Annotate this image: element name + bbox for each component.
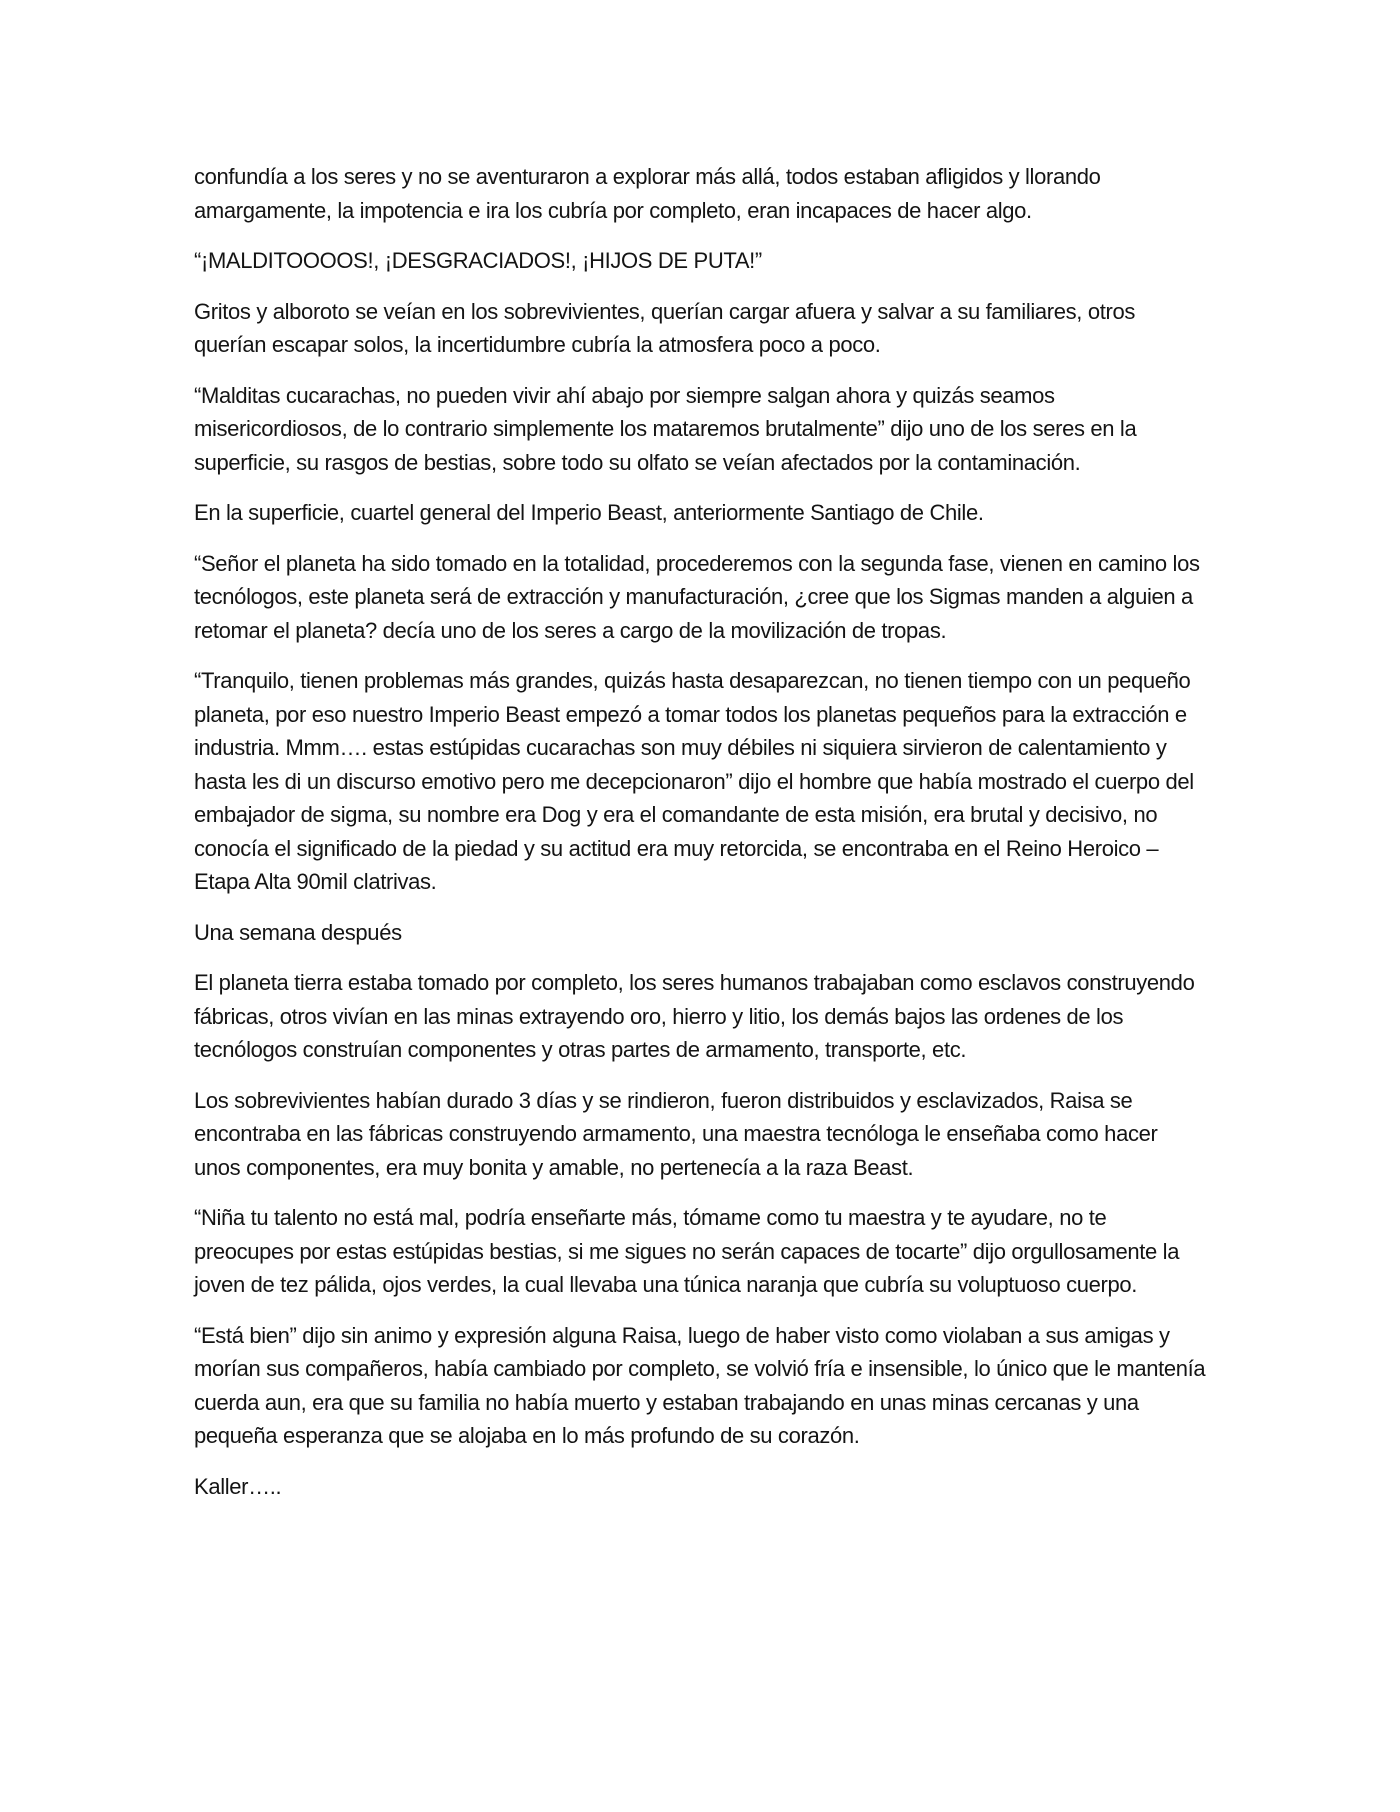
- paragraph-6: “Señor el planeta ha sido tomado en la totalidad, procederemos con la segunda fase, vienen en camino los tecnólogos, este planeta será de extracción y manufacturación, ¿cree que los Sigmas manden a alguien a retomar el planeta? decía uno de los seres a cargo de la movilización de tropas.: [194, 550, 1200, 643]
- paragraph-1: confundía a los seres y no se aventuraron a explorar más allá, todos estaban afligidos y llorando amargamente, la impotencia e ira los cubría por completo, eran incapaces de hacer algo.: [194, 164, 1101, 223]
- paragraph-2: “¡MALDITOOOOS!, ¡DESGRACIADOS!, ¡HIJOS DE PUTA!”: [194, 248, 762, 273]
- paragraph-13: Kaller…..: [194, 1473, 282, 1499]
- paragraph-5: En la superficie, cuartel general del Imperio Beast, anteriormente Santiago de Chile.: [194, 500, 984, 525]
- paragraph-4: “Malditas cucarachas, no pueden vivir ahí abajo por siempre salgan ahora y quizás seamos misericordiosos, de lo contrario simplemente los mataremos brutalmente” dijo uno de los seres en la superficie, su rasgos de bestias, sobre todo su olfato se veían afectados por la contaminación.: [194, 382, 1137, 475]
- paragraph-3: Gritos y alboroto se veían en los sobrevivientes, querían cargar afuera y salvar a su familiares, otros querían escapar solos, la incertidumbre cubría la atmosfera poco a poco.: [194, 298, 1135, 357]
- document-body: [194, 160, 1206, 1520]
- paragraph-7: “Tranquilo, tienen problemas más grandes, quizás hasta desaparezcan, no tienen tiempo con un pequeño planeta, por eso nuestro Imperio Beast empezó a tomar todos los planetas pequeños para la extracción e industria. Mmm…. estas estúpidas cucarachas son muy débiles ni siquiera sirvieron de calentamiento y hasta les di un discurso emotivo pero me decepcionaron” dijo el hombre que había mostrado el cuerpo del embajador de sigma, su nombre era Dog y era el comandante de esta misión, era brutal y decisivo, no conocía el significado de la piedad y su actitud era muy retorcida, se encontraba en el Reino Heroico – Etapa Alta 90mil clatrivas.: [194, 668, 1194, 894]
- paragraph-9: El planeta tierra estaba tomado por completo, los seres humanos trabajaban como esclavos construyendo fábricas, otros vivían en las minas extrayendo oro, hierro y litio, los demás bajos las ordenes de los tecnólogos construían componentes y otras partes de armamento, transporte, etc.: [194, 970, 1195, 1062]
- paragraph-8: Una semana después: [194, 919, 402, 945]
- paragraph-10: Los sobrevivientes habían durado 3 días y se rindieron, fueron distribuidos y esclavizados, Raisa se encontraba en las fábricas construyendo armamento, una maestra tecnóloga le enseñaba como hacer unos componentes, era muy bonita y amable, no pertenecía a la raza Beast.: [194, 1087, 1158, 1180]
- paragraph-11: “Niña tu talento no está mal, podría enseñarte más, tómame como tu maestra y te ayudare, no te preocupes por estas estúpidas bestias, si me sigues no serán capaces de tocarte” dijo orgullosamente la joven de tez pálida, ojos verdes, la cual llevaba una túnica naranja que cubría su voluptuoso cuerpo.: [194, 1205, 1180, 1297]
- paragraph-12: “Está bien” dijo sin animo y expresión alguna Raisa, luego de haber visto como violaban a sus amigas y morían sus compañeros, había cambiado por completo, se volvió fría e insensible, lo único que le mantenía cuerda aun, era que su familia no había muerto y estaban trabajando en unas minas cercanas y una pequeña esperanza que se alojaba en lo más profundo de su corazón.: [194, 1322, 1206, 1448]
